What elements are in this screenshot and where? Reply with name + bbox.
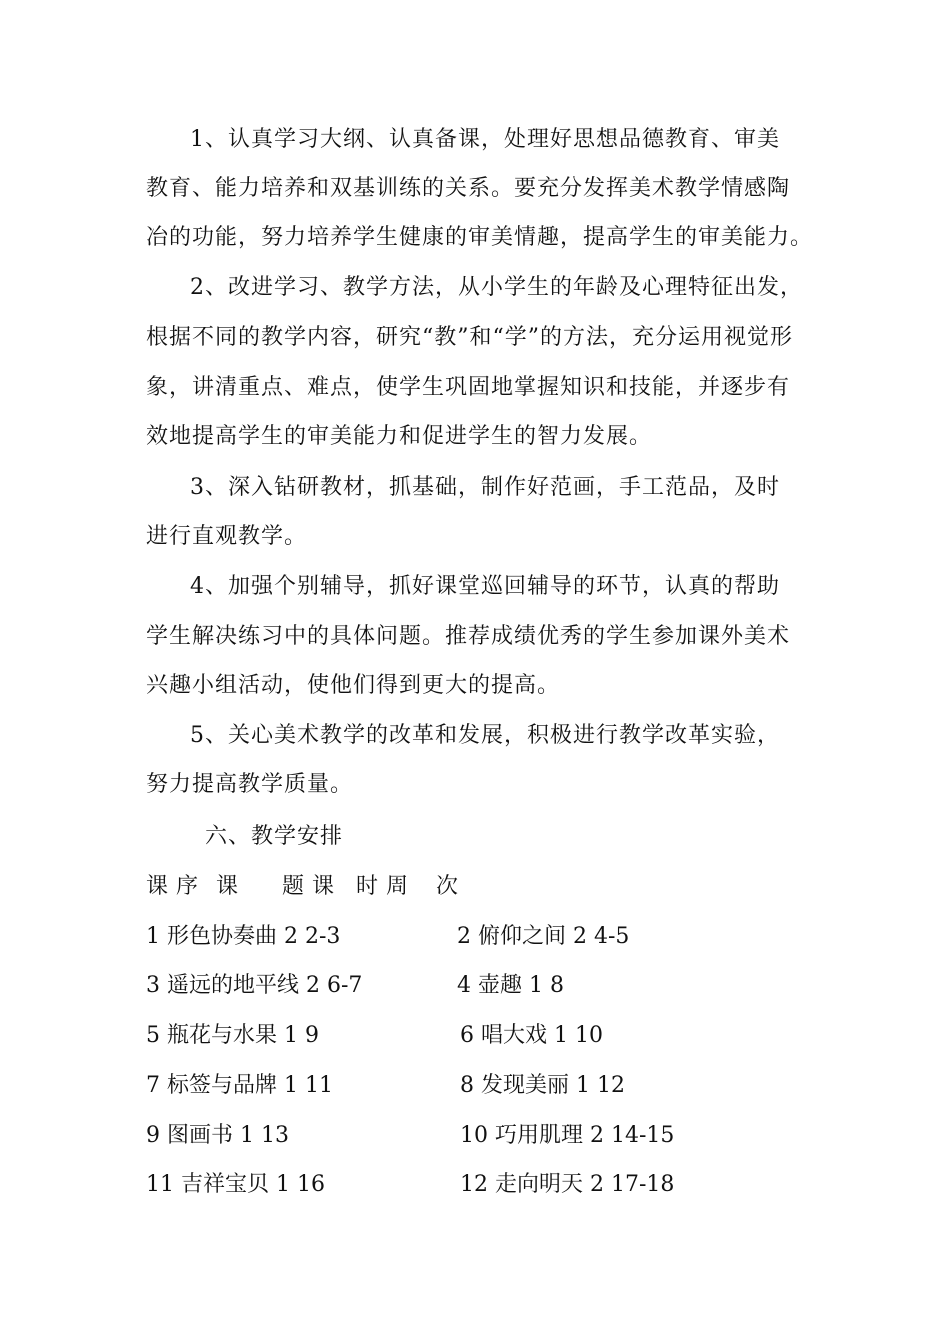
schedule-cell-left: 1 形色协奏曲 2 2-3 <box>146 924 341 949</box>
schedule-cell-right: 8 发现美丽 1 12 <box>460 1073 625 1098</box>
header-char: 序 <box>176 874 199 899</box>
schedule-cell-left: 7 标签与品牌 1 11 <box>146 1073 333 1098</box>
schedule-cell-left: 11 吉祥宝贝 1 16 <box>146 1172 325 1197</box>
schedule-cell-left: 5 瓶花与水果 1 9 <box>146 1023 319 1048</box>
schedule-cell-right: 6 唱大戏 1 10 <box>460 1023 603 1048</box>
header-char: 课 <box>216 874 239 899</box>
schedule-row <box>146 968 564 999</box>
paragraph-2-line-3: 象，讲清重点、难点，使学生巩固地掌握知识和技能，并逐步有 <box>146 375 791 400</box>
schedule-row <box>146 1167 675 1198</box>
header-char: 题 <box>282 874 305 899</box>
header-char: 次 <box>436 874 459 899</box>
schedule-cell-left: 3 遥远的地平线 2 6-7 <box>146 973 363 998</box>
schedule-row <box>146 919 630 950</box>
schedule-row <box>146 1118 675 1149</box>
schedule-cell-right: 10 巧用肌理 2 14-15 <box>460 1123 675 1148</box>
header-char: 时 <box>356 874 379 899</box>
paragraph-5-line-1: 5、关心美术教学的改革和发展，积极进行教学改革实验， <box>190 723 780 748</box>
schedule-cell-left: 9 图画书 1 13 <box>146 1123 289 1148</box>
paragraph-4-line-2: 学生解决练习中的具体问题。推荐成绩优秀的学生参加课外美术 <box>146 624 791 649</box>
schedule-cell-right: 12 走向明天 2 17-18 <box>460 1172 675 1197</box>
paragraph-3-line-2: 进行直观教学。 <box>146 524 308 549</box>
schedule-row <box>146 1018 603 1049</box>
schedule-row <box>146 1068 625 1099</box>
paragraph-1-line-1: 1、认真学习大纲、认真备课，处理好思想品德教育、审美 <box>190 127 780 152</box>
paragraph-4-line-3: 兴趣小组活动，使他们得到更大的提高。 <box>146 673 561 698</box>
schedule-cell-right: 4 壶趣 1 8 <box>457 973 564 998</box>
header-char: 周 <box>386 874 409 899</box>
paragraph-3-line-1: 3、深入钻研教材，抓基础，制作好范画，手工范品，及时 <box>190 475 780 500</box>
paragraph-1-line-3: 冶的功能，努力培养学生健康的审美情趣，提高学生的审美能力。 <box>146 225 814 250</box>
paragraph-2-line-1: 2、改进学习、教学方法，从小学生的年龄及心理特征出发， <box>190 275 803 300</box>
paragraph-4-line-1: 4、加强个别辅导，抓好课堂巡回辅导的环节，认真的帮助 <box>190 574 780 599</box>
paragraph-1-line-2: 教育、能力培养和双基训练的关系。要充分发挥美术教学情感陶 <box>146 176 791 201</box>
section-title: 六、教学安排 <box>205 824 344 849</box>
schedule-cell-right: 2 俯仰之间 2 4-5 <box>457 924 630 949</box>
paragraph-5-line-2: 努力提高教学质量。 <box>146 772 354 797</box>
paragraph-2-line-4: 效地提高学生的审美能力和促进学生的智力发展。 <box>146 424 653 449</box>
header-char: 课 <box>312 874 335 899</box>
header-char: 课 <box>146 874 169 899</box>
paragraph-2-line-2: 根据不同的教学内容，研究“教”和“学”的方法，充分运用视觉形 <box>146 325 793 350</box>
